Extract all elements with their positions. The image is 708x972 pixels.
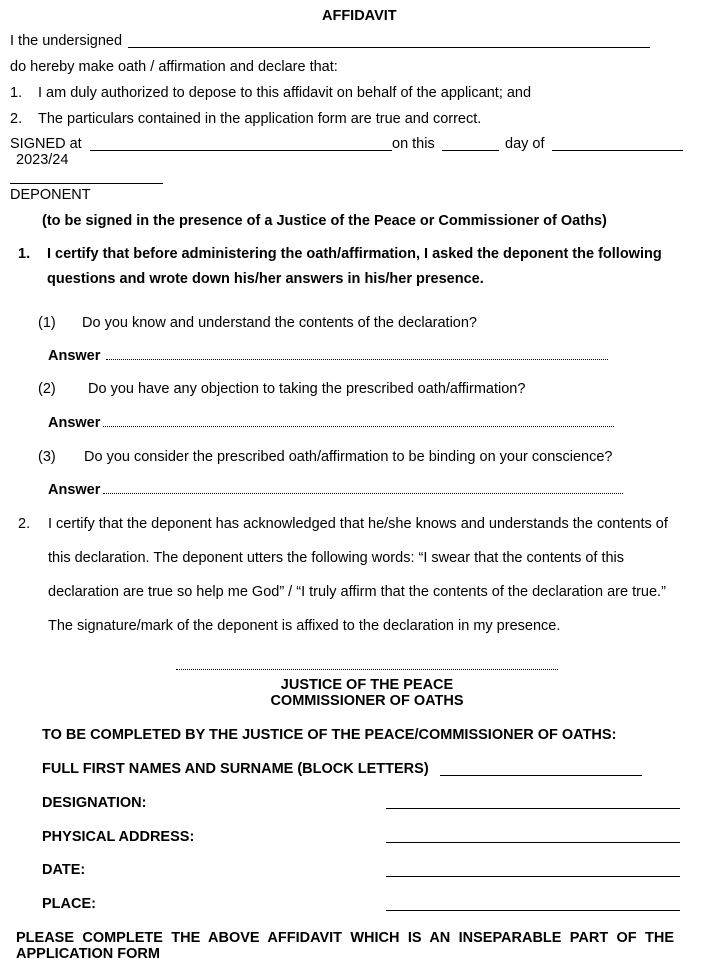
declaration-2-text: The particulars contained in the application form are true and correct. bbox=[38, 111, 482, 127]
answer-3-label: Answer bbox=[48, 482, 101, 498]
question-3-text: Do you consider the prescribed oath/affirmation to be binding on your conscience? bbox=[84, 449, 613, 465]
certify-2-line3: declaration are true so help me God” / “I truly affirm that the contents of the declaration are true.” bbox=[48, 584, 666, 600]
signed-at-field[interactable] bbox=[90, 150, 392, 151]
question-1-text: Do you know and understand the contents of the declaration? bbox=[82, 315, 477, 331]
presence-note: (to be signed in the presence of a Justice of the Peace or Commissioner of Oaths) bbox=[42, 213, 607, 229]
designation-label: DESIGNATION: bbox=[42, 795, 147, 811]
address-label: PHYSICAL ADDRESS: bbox=[42, 829, 195, 845]
jp-signature-line[interactable] bbox=[176, 669, 558, 670]
answer-3-field[interactable] bbox=[103, 493, 623, 494]
answer-2-label: Answer bbox=[48, 415, 101, 431]
designation-field[interactable] bbox=[386, 808, 680, 809]
page-title: AFFIDAVIT bbox=[322, 8, 397, 24]
signed-at-label: SIGNED at bbox=[10, 136, 82, 152]
jp-title-2: COMMISSIONER OF OATHS bbox=[270, 693, 464, 709]
undersigned-field[interactable] bbox=[128, 47, 650, 48]
answer-2-field[interactable] bbox=[103, 426, 614, 427]
certify-2-line4: The signature/mark of the deponent is affixed to the declaration in my presence. bbox=[48, 618, 561, 634]
certify-2-line2: this declaration. The deponent utters the following words: “I swear that the contents of this bbox=[48, 550, 625, 566]
jp-title-1: JUSTICE OF THE PEACE bbox=[280, 677, 454, 693]
certify-1-num: 1. bbox=[18, 246, 31, 262]
date-field[interactable] bbox=[386, 876, 680, 877]
deponent-label: DEPONENT bbox=[10, 187, 91, 203]
day-of-label: day of bbox=[505, 136, 545, 152]
certify-2-line1: I certify that the deponent has acknowledged that he/she knows and understands the contents of bbox=[48, 516, 668, 532]
question-1-num: (1) bbox=[38, 315, 56, 331]
completion-heading: TO BE COMPLETED BY THE JUSTICE OF THE PEACE/COMMISSIONER OF OATHS: bbox=[42, 727, 617, 743]
place-field[interactable] bbox=[386, 910, 680, 911]
oath-intro: do hereby make oath / affirmation and declare that: bbox=[10, 59, 338, 75]
place-label: PLACE: bbox=[42, 896, 96, 912]
certify-1-line1: I certify that before administering the oath/affirmation, I asked the deponent the following bbox=[47, 246, 662, 262]
declaration-1-num: 1. bbox=[10, 85, 23, 101]
date-label: DATE: bbox=[42, 862, 86, 878]
full-names-field[interactable] bbox=[440, 775, 642, 776]
answer-1-label: Answer bbox=[48, 348, 101, 364]
footer-line-2: APPLICATION FORM bbox=[16, 946, 160, 962]
question-2-text: Do you have any objection to taking the prescribed oath/affirmation? bbox=[88, 381, 526, 397]
certify-2-num: 2. bbox=[18, 516, 31, 532]
on-this-field[interactable] bbox=[442, 150, 499, 151]
certify-1-line2: questions and wrote down his/her answers in his/her presence. bbox=[47, 271, 484, 287]
deponent-signature-line[interactable] bbox=[10, 183, 163, 184]
address-field[interactable] bbox=[386, 842, 680, 843]
full-names-label: FULL FIRST NAMES AND SURNAME (BLOCK LETTERS) bbox=[42, 761, 429, 777]
declaration-2-num: 2. bbox=[10, 111, 23, 127]
signed-year: 2023/24 bbox=[16, 152, 69, 168]
answer-1-field[interactable] bbox=[106, 359, 608, 360]
undersigned-label: I the undersigned bbox=[10, 33, 123, 49]
question-2-num: (2) bbox=[38, 381, 56, 397]
on-this-label: on this bbox=[392, 136, 435, 152]
day-of-field[interactable] bbox=[552, 150, 683, 151]
declaration-1-text: I am duly authorized to depose to this affidavit on behalf of the applicant; and bbox=[38, 85, 532, 101]
question-3-num: (3) bbox=[38, 449, 56, 465]
footer-line-1: PLEASE COMPLETE THE ABOVE AFFIDAVIT WHICH IS AN INSEPARABLE PART OF THE bbox=[16, 930, 674, 946]
